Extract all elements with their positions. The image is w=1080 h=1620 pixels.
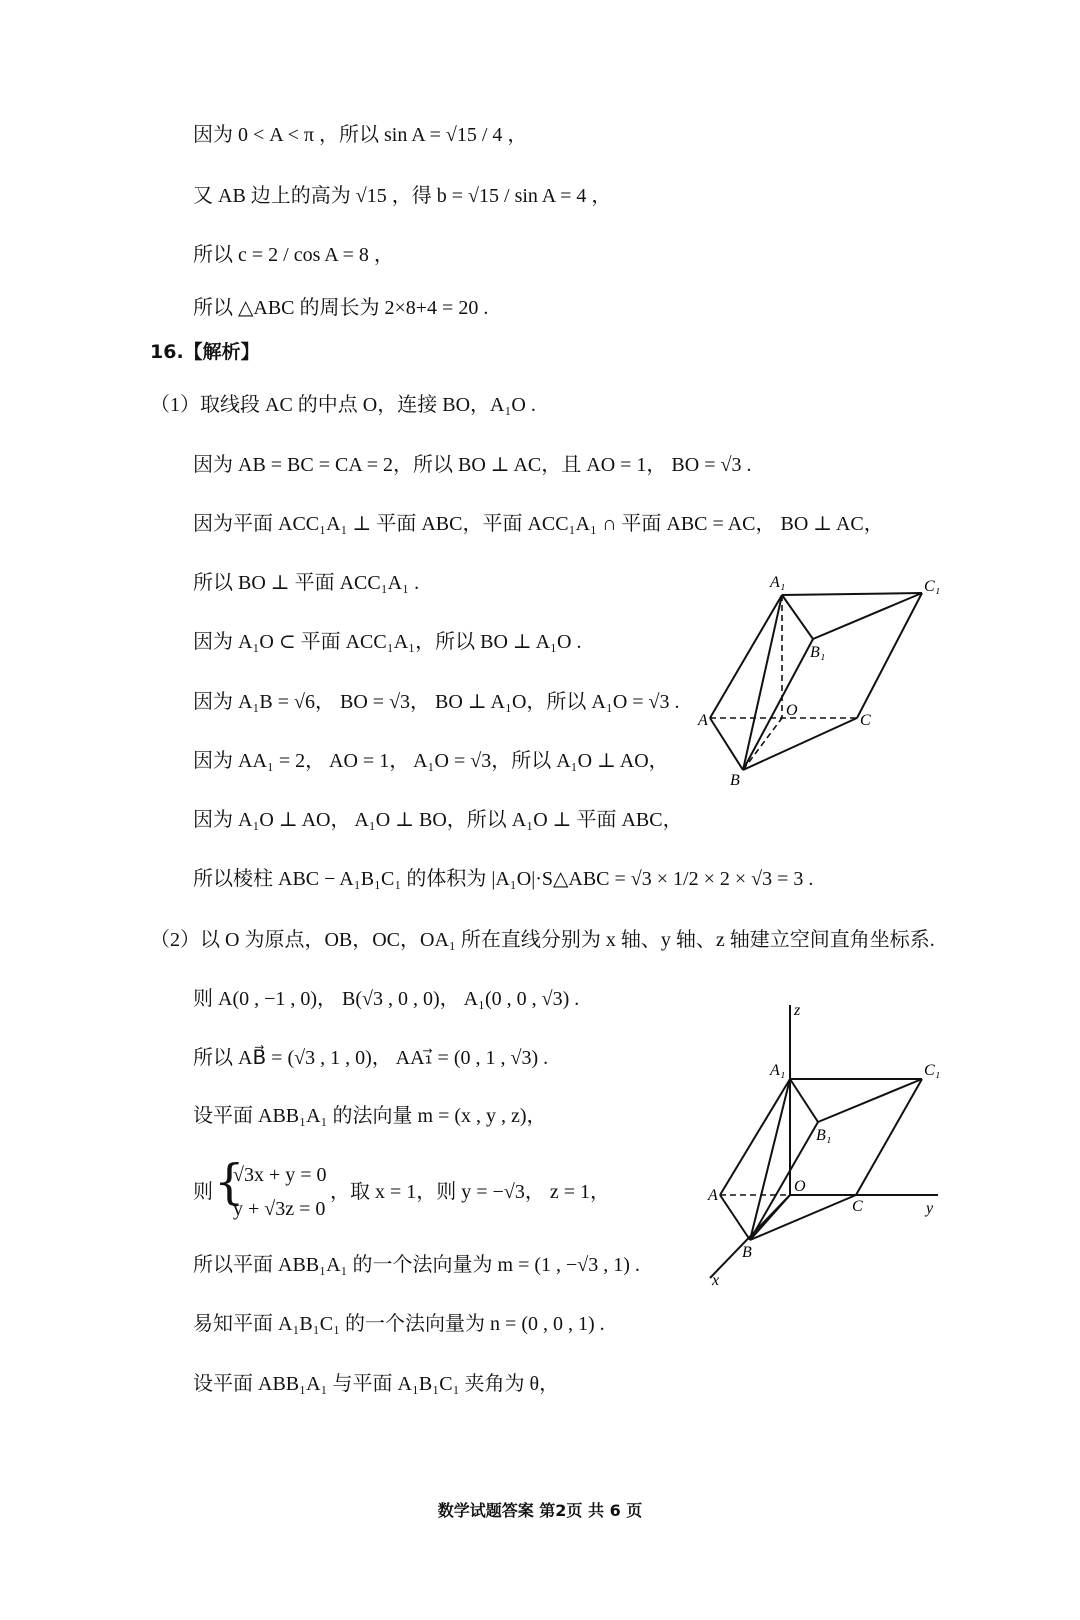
prism-figure-2 (690, 995, 960, 1295)
edge-B1B (743, 639, 813, 770)
page-footer: 数学试题答案 第2页 共 6 页 (437, 1501, 643, 1520)
part1-line2: 因为 AB = BC = CA = 2，所以 BO ⊥ AC，且 AO = 1， BO = √3 . (193, 454, 752, 476)
part1-line3: 因为平面 ACC₁A₁ ⊥ 平面 ABC，平面 ACC₁A₁ ∩ 平面 ABC = AC， BO ⊥ AC， (193, 513, 884, 535)
part1-line4: 所以 BO ⊥ 平面 ACC₁A₁ . (193, 572, 420, 594)
edge-B1B (750, 1122, 818, 1240)
part1-line6: 因为 A₁B = √6， BO = √3， BO ⊥ A₁O，所以 A₁O = √3 . (193, 691, 680, 713)
line-c: 所以 c = 2 / cos A = 8 ， (193, 244, 394, 266)
edge-A1C1 (782, 593, 922, 595)
part1-line7: 因为 AA₁ = 2， AO = 1， A₁O = √3，所以 A₁O ⊥ AO， (193, 750, 669, 772)
part2-angle: 设平面 ABB₁A₁ 与平面 A₁B₁C₁ 夹角为 θ， (193, 1373, 560, 1395)
section-heading-16: 16.【解析】 (150, 341, 260, 363)
part2-vectors: 所以 AB⃗ = (√3 , 1 , 0)， AA₁⃗ = (0 , 1 , √3) . (193, 1047, 549, 1069)
edge-AB (710, 718, 743, 770)
part2-normal-m: 所以平面 ABB₁A₁ 的一个法向量为 m = (1 , −√3 , 1) . (193, 1254, 640, 1276)
part2-coords: 则 A(0 , −1 , 0)， B(√3 , 0 , 0)， A₁(0 , 0 , √3) . (193, 988, 580, 1010)
edge-B1C1 (813, 593, 922, 639)
part1-volume: 所以棱柱 ABC − A₁B₁C₁ 的体积为 |A₁O|·S△ABC = √3 × 1/2 × 2 × √3 = 3 . (193, 868, 814, 890)
label-A1: A₁ (770, 1062, 786, 1079)
label-A1: A₁ (770, 574, 786, 591)
edge-BC (750, 1195, 856, 1240)
label-O: O (786, 702, 798, 719)
label-B: B (730, 772, 740, 789)
part1-intro: （1）取线段 AC 的中点 O，连接 BO，A₁O . (150, 394, 536, 416)
label-C: C (860, 712, 871, 729)
system-solution: ，取 x = 1，则 y = −√3， z = 1， (330, 1181, 610, 1203)
edge-B1C1 (818, 1079, 922, 1122)
edge-AB (720, 1195, 750, 1240)
label-A: A (698, 712, 708, 729)
label-B: B (742, 1244, 752, 1261)
label-C: C (852, 1198, 863, 1215)
edge-C1C (856, 1079, 922, 1195)
prism-figure-1 (690, 565, 960, 790)
edge-A1A (720, 1079, 790, 1195)
label-C1: C₁ (924, 1062, 941, 1079)
part1-line8: 因为 A₁O ⊥ AO， A₁O ⊥ BO，所以 A₁O ⊥ 平面 ABC， (193, 809, 683, 831)
edge-BC (743, 718, 857, 770)
edge-A1A (710, 595, 782, 718)
label-A: A (708, 1187, 718, 1204)
edge-C1C (857, 593, 922, 718)
system-eq2: y + √3z = 0 (233, 1198, 326, 1220)
part2-intro: （2）以 O 为原点，OB，OC，OA₁ 所在直线分别为 x 轴、y 轴、z 轴建立空间直角坐标系. (150, 929, 935, 951)
line-height-b: 又 AB 边上的高为 √15 ，得 b = √15 / sin A = 4 ， (193, 185, 612, 207)
part2-normal-n: 易知平面 A₁B₁C₁ 的一个法向量为 n = (0 , 0 , 1) . (193, 1313, 605, 1335)
label-B1: B₁ (810, 644, 826, 661)
system-eq1: √3x + y = 0 (233, 1164, 327, 1186)
part1-line5: 因为 A₁O ⊂ 平面 ACC₁A₁，所以 BO ⊥ A₁O . (193, 631, 582, 653)
label-C1: C₁ (924, 578, 941, 595)
label-x: x (712, 1272, 720, 1289)
edge-A1B1 (790, 1079, 818, 1122)
system-prefix: 则 (193, 1181, 213, 1203)
system-brace: { (214, 1154, 245, 1210)
label-z: z (794, 1002, 801, 1019)
part2-normal-def: 设平面 ABB₁A₁ 的法向量 m = (x , y , z)， (193, 1105, 547, 1127)
line-perimeter: 所以 △ABC 的周长为 2×8+4 = 20 . (193, 297, 489, 319)
label-y: y (926, 1200, 934, 1217)
line-sinA: 因为 0 < A < π ，所以 sin A = √15 / 4 ， (193, 124, 528, 146)
edge-A1B1 (782, 595, 813, 639)
label-O: O (794, 1178, 806, 1195)
label-B1: B₁ (816, 1127, 832, 1144)
